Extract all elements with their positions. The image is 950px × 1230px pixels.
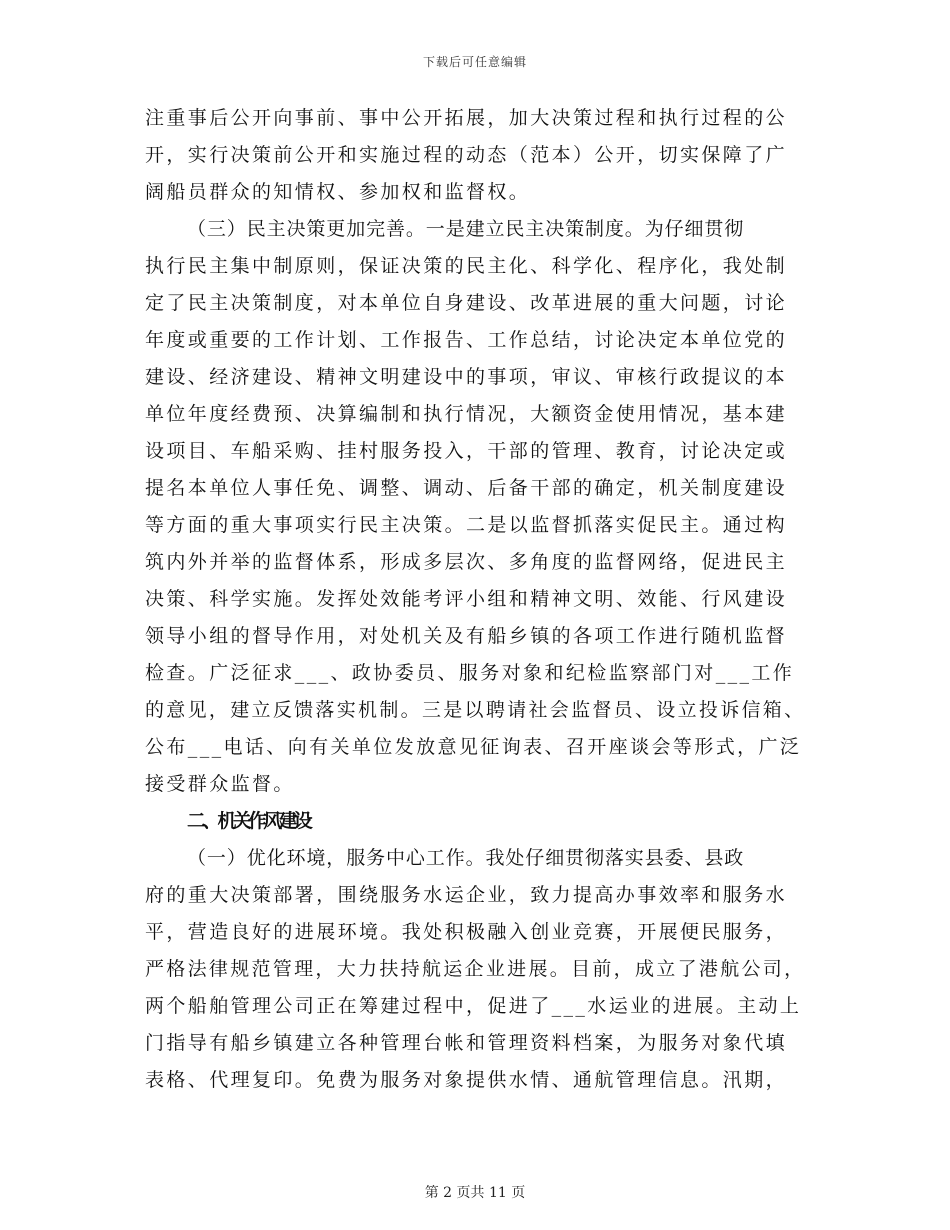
- text-line: 执行民主集中制原则，保证决策的民主化、科学化、程序化，我处制: [145, 255, 788, 277]
- text-line: 注重事后公开向事前、事中公开拓展，加大决策过程和执行过程的公: [145, 107, 788, 129]
- text-line: （三）民主决策更加完善。一是建立民主决策制度。为仔细贯彻: [187, 218, 745, 240]
- text-line: 接受群众监督。: [145, 773, 295, 795]
- text-line: 严格法律规范管理，大力扶持航运企业进展。目前，成立了港航公司，: [145, 958, 806, 980]
- text-line: （一）优化环境，服务中心工作。我处仔细贯彻落实县委、县政: [187, 847, 745, 869]
- text-line: 的意见，建立反馈落实机制。三是以聘请社会监督员、设立投诉信箱、: [145, 699, 806, 721]
- text-line: 单位年度经费预、决算编制和执行情况，大额资金使用情况，基本建: [145, 403, 788, 425]
- text-line: 门指导有船乡镇建立各种管理台帐和管理资料档案，为服务对象代填: [145, 1032, 788, 1054]
- text-line: 设项目、车船采购、挂村服务投入，干部的管理、教育，讨论决定或: [145, 440, 788, 462]
- section-heading: 二、机关作风建设: [187, 810, 310, 832]
- text-line: 两个船舶管理公司正在筹建过程中，促进了___水运业的进展。主动上: [145, 995, 802, 1017]
- text-line: 建设、经济建设、精神文明建设中的事项，审议、审核行政提议的本: [145, 366, 788, 388]
- text-line: 筑内外并举的监督体系，形成多层次、多角度的监督网络，促进民主: [145, 551, 788, 573]
- text-line: 提名本单位人事任免、调整、调动、后备干部的确定，机关制度建设: [145, 477, 788, 499]
- text-line: 开，实行决策前公开和实施过程的动态（范本）公开，切实保障了广: [145, 144, 788, 166]
- text-line: 表格、代理复印。免费为服务对象提供水情、通航管理信息。汛期，: [145, 1069, 788, 1091]
- text-line: 平，营造良好的进展环境。我处积极融入创业竞赛，开展便民服务，: [145, 921, 788, 943]
- page-header: 下载后可任意编辑: [422, 55, 527, 69]
- text-line: 阔船员群众的知情权、参加权和监督权。: [145, 181, 531, 203]
- text-line: 领导小组的督导作用，对处机关及有船乡镇的各项工作进行随机监督: [145, 625, 788, 647]
- text-line: 府的重大决策部署，围绕服务水运企业，致力提高办事效率和服务水: [145, 884, 788, 906]
- page-number-footer: 第 2 页共 11 页: [424, 1185, 526, 1201]
- text-line: 决策、科学实施。发挥处效能考评小组和精神文明、效能、行风建设: [145, 588, 788, 610]
- text-line: 定了民主决策制度，对本单位自身建设、改革进展的重大问题，讨论: [145, 292, 788, 314]
- text-line: 年度或重要的工作计划、工作报告、工作总结，讨论决定本单位党的: [145, 329, 788, 351]
- document-body: [145, 100, 805, 1099]
- text-line: 等方面的重大事项实行民主决策。二是以监督抓落实促民主。通过构: [145, 514, 788, 536]
- text-line: 检查。广泛征求___、政协委员、服务对象和纪检监察部门对___工作: [145, 662, 795, 684]
- text-line: 公布___电话、向有关单位发放意见征询表、召开座谈会等形式，广泛: [145, 736, 802, 758]
